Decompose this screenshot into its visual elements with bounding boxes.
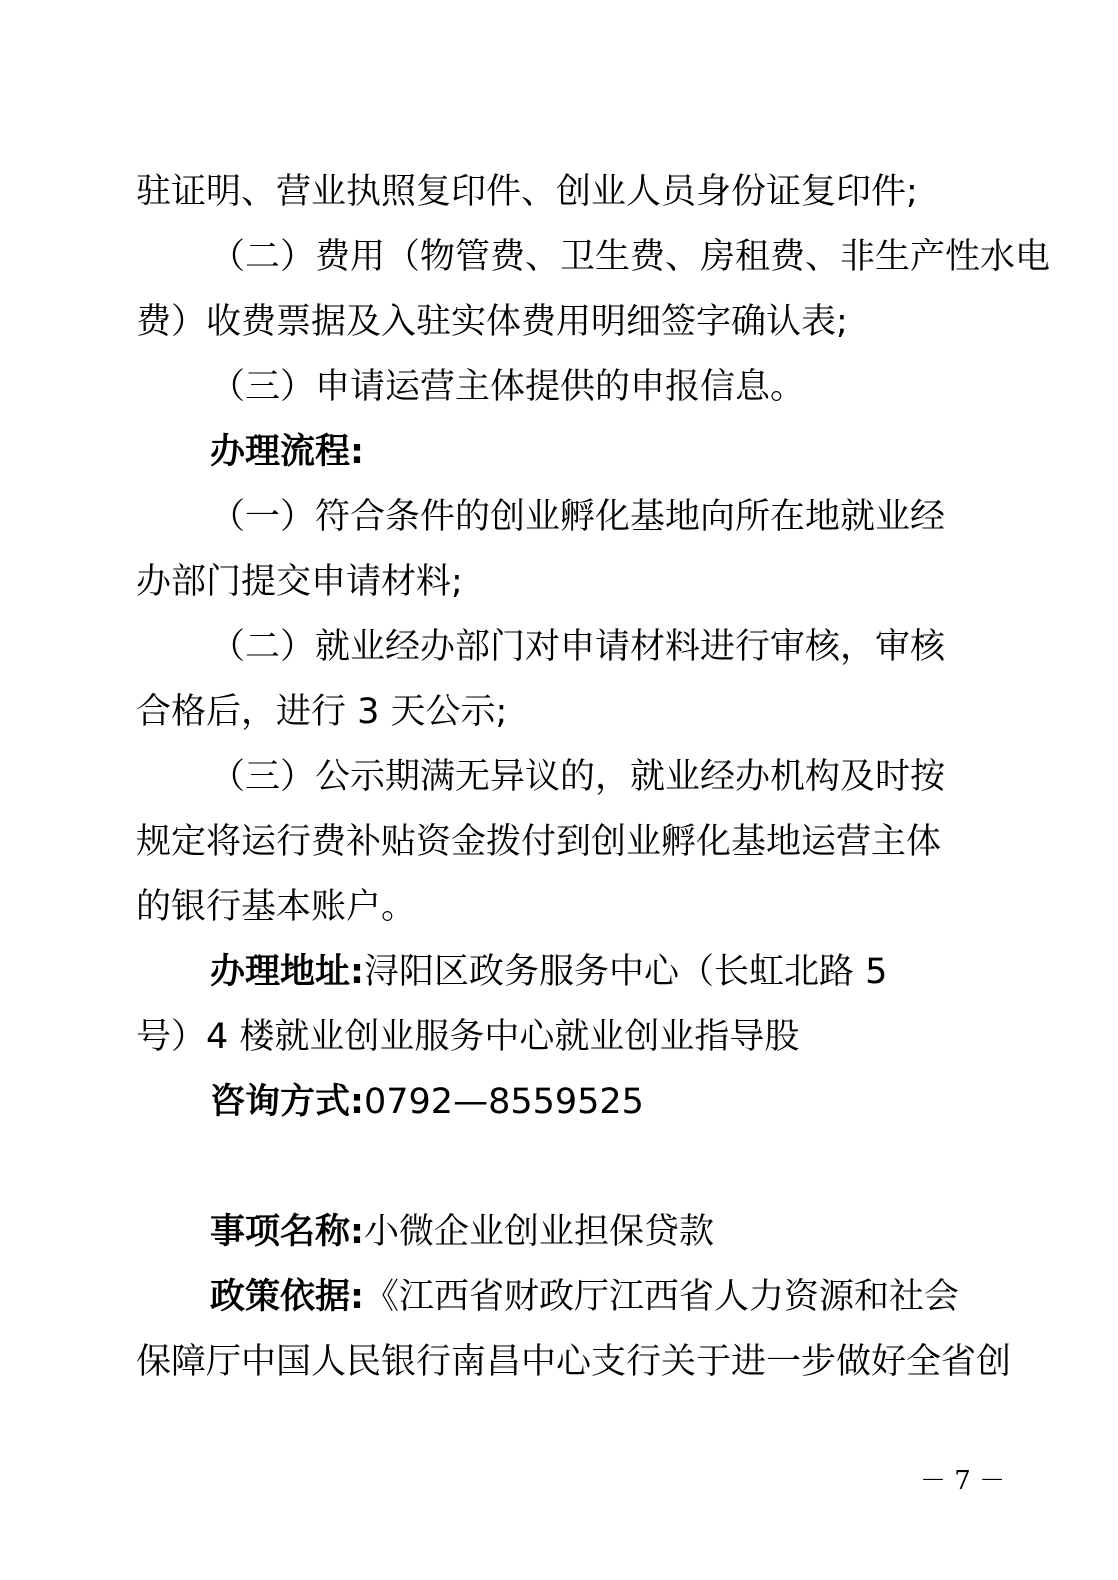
text-line: 保障厅中国人民银行南昌中心支行关于进一步做好全省创 xyxy=(136,1342,1012,1382)
text-line: （二）费用（物管费、卫生费、房租费、非生产性水电 xyxy=(210,237,1051,277)
item-name-line xyxy=(210,1210,1006,1254)
policy-basis-value: 《江西省财政厅江西省人力资源和社会 xyxy=(364,1277,960,1317)
text-line: （三）申请运营主体提供的申报信息。 xyxy=(210,367,806,407)
consult-label: 咨询方式: xyxy=(210,1082,364,1122)
address-line xyxy=(210,950,1006,994)
address-label: 办理地址: xyxy=(210,952,364,992)
consult-value: 0792—8559525 xyxy=(364,1082,644,1122)
text-line: 规定将运行费补贴资金拨付到创业孵化基地运营主体 xyxy=(136,822,942,862)
item-name-value: 小微企业创业担保贷款 xyxy=(364,1212,715,1252)
text-line: 驻证明、营业执照复印件、创业人员身份证复印件; xyxy=(136,172,918,212)
text-line: 费）收费票据及入驻实体费用明细签字确认表; xyxy=(136,302,848,342)
page-number: － 7 － xyxy=(920,1466,1006,1496)
text-line: （三）公示期满无异议的，就业经办机构及时按 xyxy=(210,757,946,797)
consult-line xyxy=(210,1080,1006,1124)
text-line: （二）就业经办部门对申请材料进行审核，审核 xyxy=(210,627,946,667)
text-line: 合格后，进行 3 天公示; xyxy=(136,692,508,732)
policy-basis-label: 政策依据: xyxy=(210,1277,364,1317)
text-line: 的银行基本账户。 xyxy=(136,887,417,927)
section-heading-process: 办理流程: xyxy=(210,432,364,472)
item-name-label: 事项名称: xyxy=(210,1212,364,1252)
text-line: （一）符合条件的创业孵化基地向所在地就业经 xyxy=(210,497,946,537)
text-line: 办部门提交申请材料; xyxy=(136,562,463,602)
text-line: 号）4 楼就业创业服务中心就业创业指导股 xyxy=(136,1017,800,1057)
address-value: 浔阳区政务服务中心（长虹北路 5 xyxy=(364,952,888,992)
policy-basis-line xyxy=(210,1275,1006,1319)
